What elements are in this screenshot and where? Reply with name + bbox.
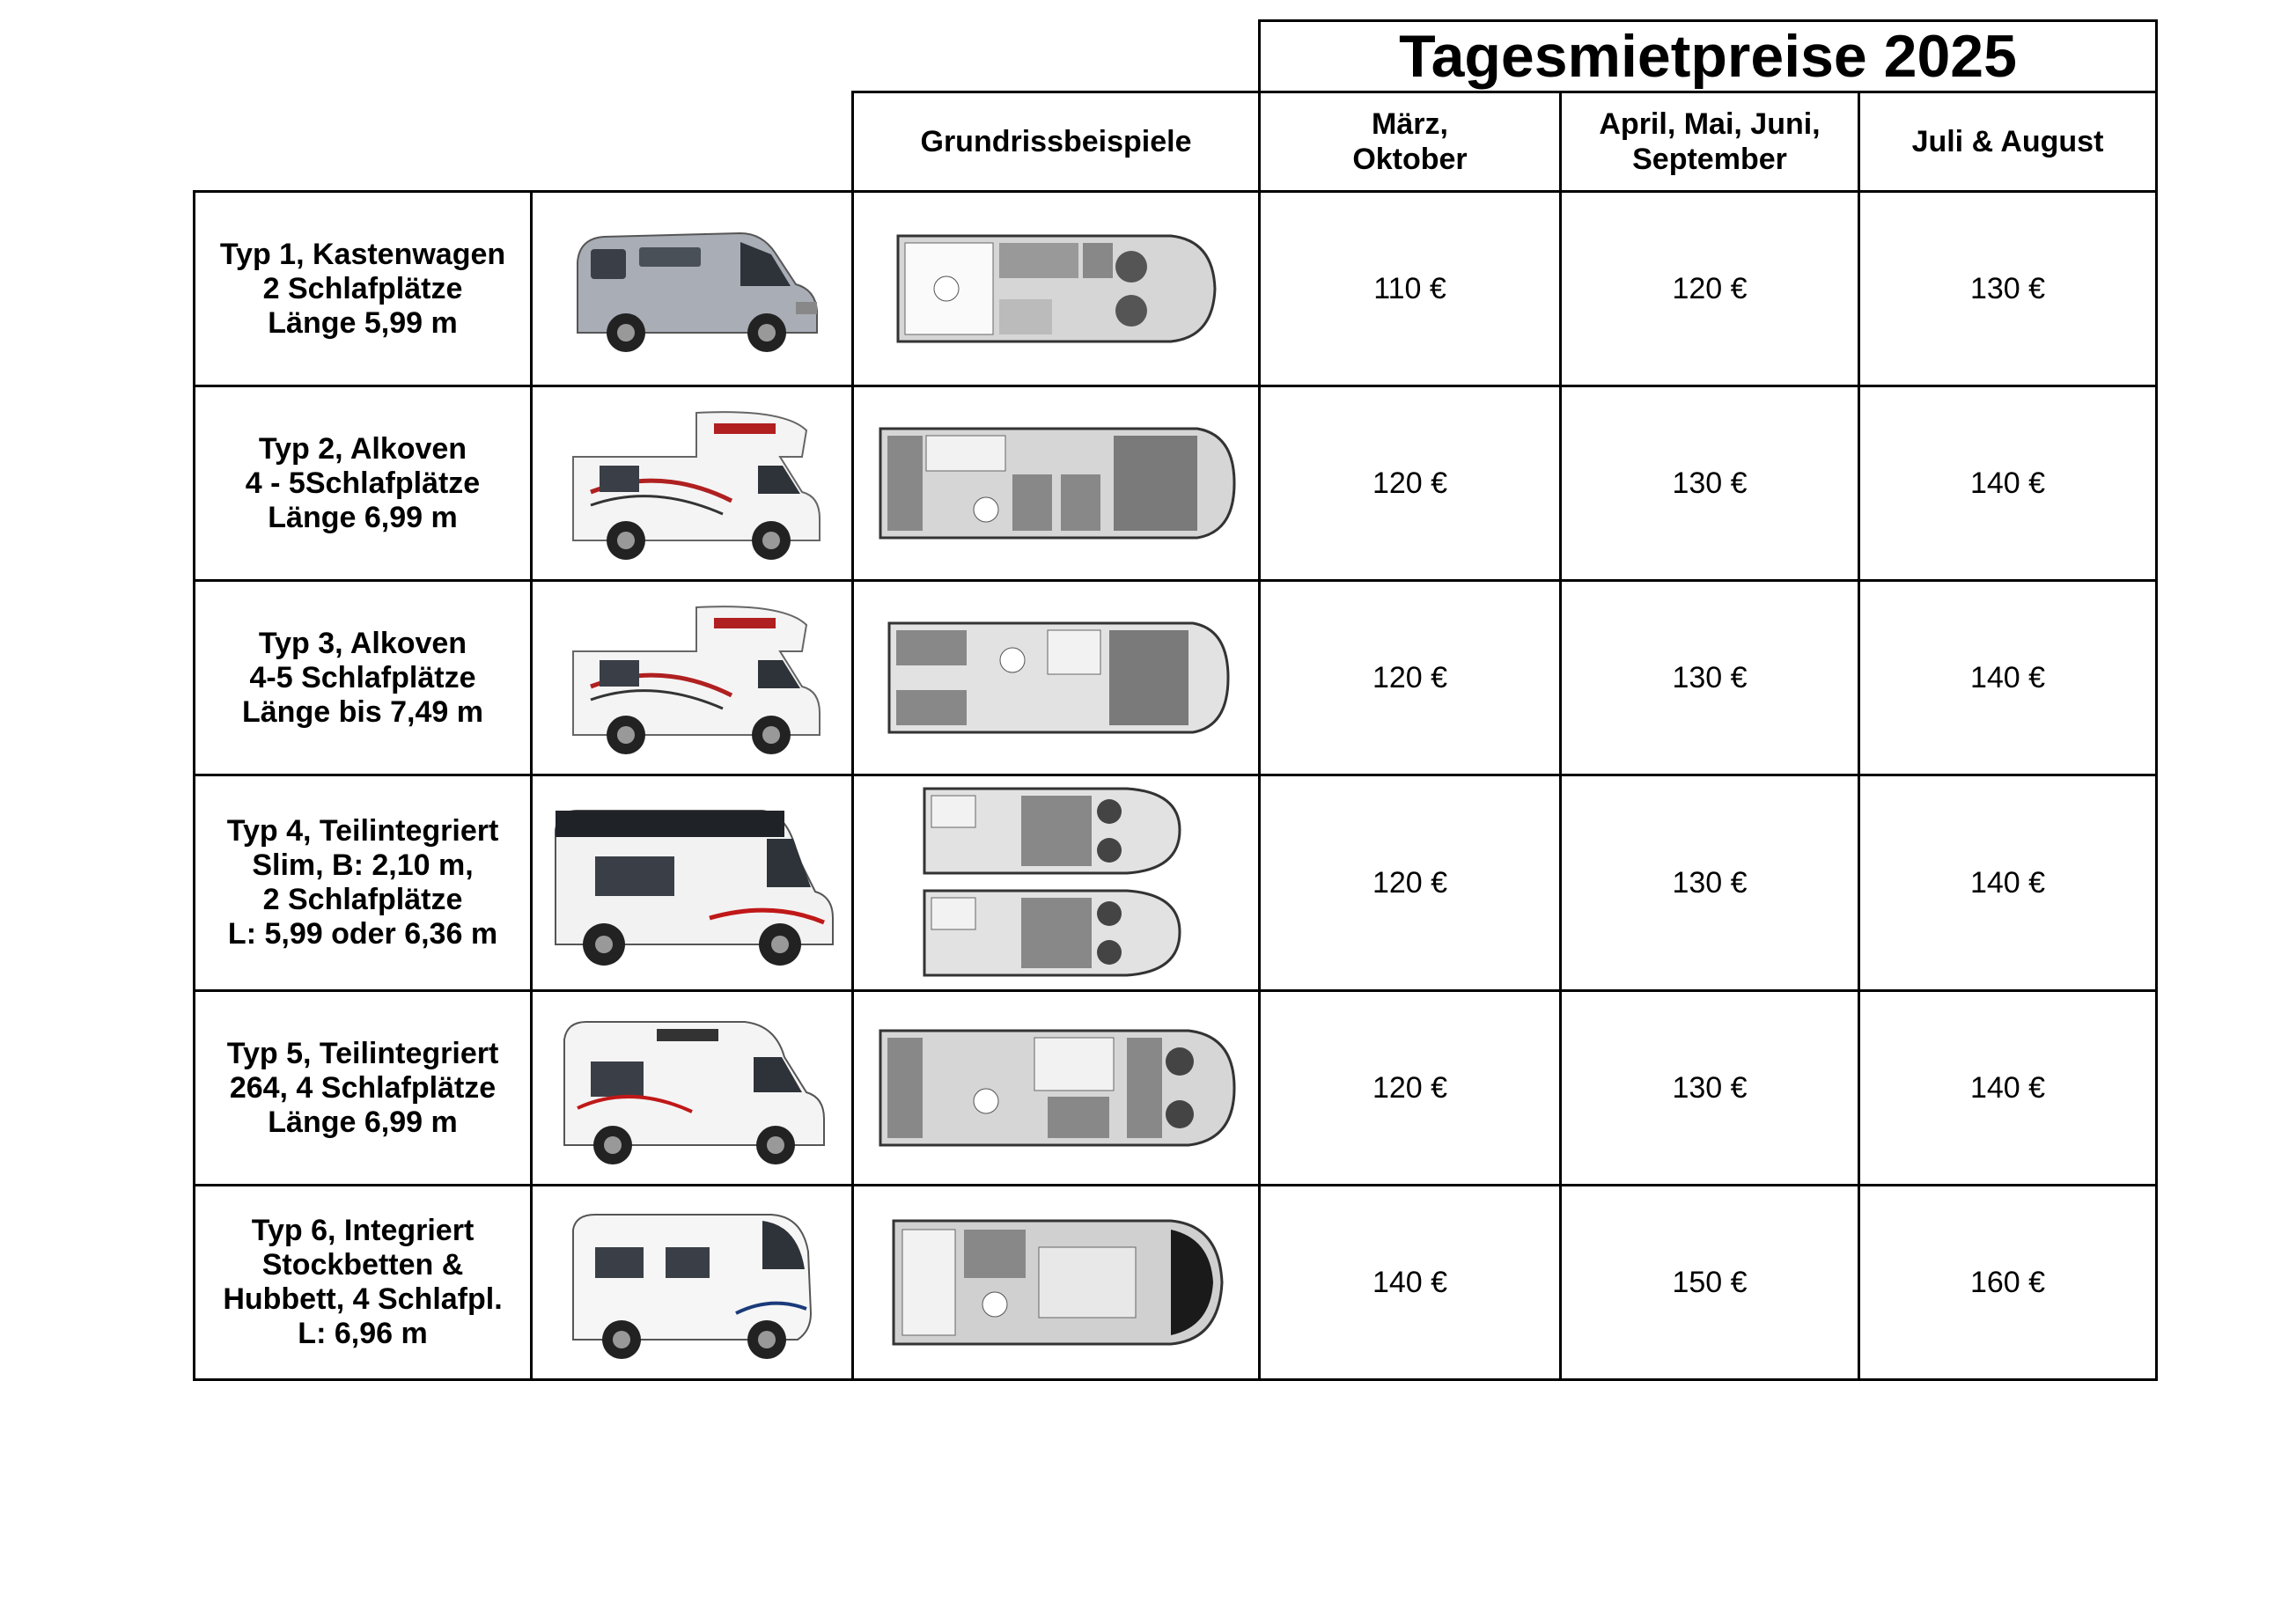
price-july-august: 140 € xyxy=(1859,581,2157,775)
vehicle-photo xyxy=(532,991,853,1186)
vehicle-type-label: Typ 5, Teilintegriert 264, 4 Schlafplätze Länge 6,99 m xyxy=(195,991,532,1186)
vehicle-photo xyxy=(532,192,853,386)
price-march-october: 120 € xyxy=(1260,581,1561,775)
floorplan-image xyxy=(853,775,1260,991)
header-season-july-august: Juli & August xyxy=(1859,92,2157,192)
integrated-image xyxy=(560,1199,824,1366)
price-march-october: 110 € xyxy=(1260,192,1561,386)
vehicle-type-label: Typ 6, Integriert Stockbetten & Hubbett, 4 Schlafpl. L: 6,96 m xyxy=(195,1186,532,1380)
price-march-october: 120 € xyxy=(1260,991,1561,1186)
floorplan-image xyxy=(853,581,1260,775)
price-march-october: 140 € xyxy=(1260,1186,1561,1380)
price-july-august: 140 € xyxy=(1859,775,2157,991)
price-april-september: 120 € xyxy=(1561,192,1859,386)
price-july-august: 140 € xyxy=(1859,386,2157,581)
semi-integrated-slim-image xyxy=(542,795,842,971)
table-row xyxy=(195,1186,2157,1380)
header-floorplan: Grundrissbeispiele xyxy=(853,92,1260,192)
header-season-april-september: April, Mai, Juni, September xyxy=(1561,92,1859,192)
floorplan-image xyxy=(853,386,1260,581)
price-april-september: 130 € xyxy=(1561,386,1859,581)
page-title: Tagesmietpreise 2025 xyxy=(1260,21,2157,92)
alcove-camper-image xyxy=(556,590,828,766)
header-season-march-october: März, Oktober xyxy=(1260,92,1561,192)
price-july-august: 130 € xyxy=(1859,192,2157,386)
vehicle-photo xyxy=(532,386,853,581)
price-april-september: 130 € xyxy=(1561,991,1859,1186)
panel-van-image xyxy=(560,214,824,364)
table-row xyxy=(195,386,2157,581)
table-row xyxy=(195,775,2157,991)
table-row xyxy=(195,192,2157,386)
price-april-september: 130 € xyxy=(1561,581,1859,775)
alcove-camper-image xyxy=(556,395,828,571)
vehicle-photo xyxy=(532,775,853,991)
vehicle-type-label: Typ 2, Alkoven 4 - 5Schlafplätze Länge 6,99 m xyxy=(195,386,532,581)
vehicle-photo xyxy=(532,581,853,775)
table-row xyxy=(195,581,2157,775)
price-march-october: 120 € xyxy=(1260,386,1561,581)
floorplan-image xyxy=(853,192,1260,386)
price-table xyxy=(193,19,2158,1381)
table-row xyxy=(195,991,2157,1186)
price-march-october: 120 € xyxy=(1260,775,1561,991)
vehicle-type-label: Typ 3, Alkoven 4-5 Schlafplätze Länge bis 7,49 m xyxy=(195,581,532,775)
vehicle-type-label: Typ 1, Kastenwagen 2 Schlafplätze Länge 5,99 m xyxy=(195,192,532,386)
price-april-september: 150 € xyxy=(1561,1186,1859,1380)
semi-integrated-image xyxy=(551,1004,833,1172)
price-july-august: 160 € xyxy=(1859,1186,2157,1380)
floorplan-image xyxy=(853,1186,1260,1380)
floorplan-image xyxy=(853,991,1260,1186)
vehicle-photo xyxy=(532,1186,853,1380)
price-july-august: 140 € xyxy=(1859,991,2157,1186)
vehicle-type-label: Typ 4, Teilintegriert Slim, B: 2,10 m, 2 Schlafplätze L: 5,99 oder 6,36 m xyxy=(195,775,532,991)
price-april-september: 130 € xyxy=(1561,775,1859,991)
